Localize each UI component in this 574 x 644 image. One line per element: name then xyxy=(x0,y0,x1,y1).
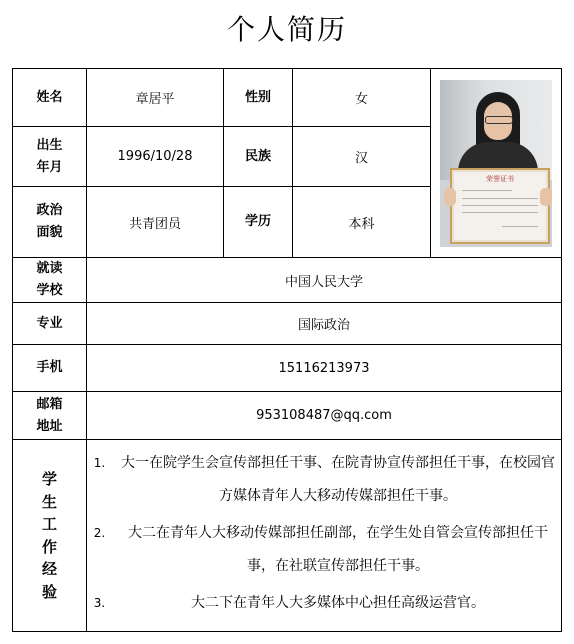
email-value: 953108487@qq.com xyxy=(87,392,562,440)
school-label xyxy=(13,258,87,303)
row-name-gender xyxy=(13,69,562,127)
birth-label-line-1: 出生 xyxy=(36,137,63,153)
ethnic-value: 汉 xyxy=(293,127,431,187)
political-value: 共青团员 xyxy=(87,187,224,258)
page-title: 个人简历 xyxy=(226,13,347,46)
education-value: 本科 xyxy=(293,187,431,258)
work-experience-content xyxy=(87,440,562,632)
ethnic-label: 民族 xyxy=(224,127,293,187)
gender-label: 性别 xyxy=(224,69,293,127)
name-label: 姓名 xyxy=(13,69,87,127)
political-label-line-1: 政治 xyxy=(36,203,63,218)
row-school xyxy=(13,258,562,303)
email-label-line-2: 地址 xyxy=(36,418,63,434)
work-experience-label xyxy=(13,440,87,632)
school-value: 中国人民大学 xyxy=(87,258,562,303)
work-experience-list xyxy=(87,447,561,620)
phone-value: 15116213973 xyxy=(87,345,562,392)
political-label-line-2: 面貌 xyxy=(36,225,63,240)
work-label-char: 学 xyxy=(41,470,57,488)
photo-hand-left xyxy=(444,188,456,206)
email-label-line-1: 邮箱 xyxy=(36,396,63,412)
row-work-experience xyxy=(13,440,562,632)
work-label-char: 验 xyxy=(41,582,57,601)
certificate-line xyxy=(462,190,512,191)
row-major xyxy=(13,303,562,345)
political-label xyxy=(13,187,87,258)
birth-label xyxy=(13,127,87,187)
certificate-line xyxy=(462,212,538,213)
work-label-char: 工 xyxy=(41,515,57,533)
certificate-line xyxy=(502,226,538,227)
school-label-line-1: 就读 xyxy=(36,261,63,276)
certificate-title: 荣誉证书 xyxy=(486,174,514,183)
photo-hand-right xyxy=(540,188,552,206)
list-item: 3. 大二下在青年人大多媒体中心担任高级运营官。 xyxy=(109,587,561,620)
phone-label: 手机 xyxy=(13,345,87,392)
name-value: 章居平 xyxy=(87,69,224,127)
birth-value: 1996/10/28 xyxy=(87,127,224,187)
major-value: 国际政治 xyxy=(87,303,562,345)
list-item: 1. 大一在院学生会宣传部担任干事、在院青协宣传部担任干事，在校园官方媒体青年人大移动传媒部担任干事。 xyxy=(109,447,561,513)
certificate-line xyxy=(462,198,538,199)
school-label-line-2: 学校 xyxy=(36,283,63,298)
profile-photo xyxy=(440,80,552,247)
gender-value: 女 xyxy=(293,69,431,127)
photo-cell xyxy=(431,69,562,258)
certificate-image xyxy=(450,168,550,244)
email-label xyxy=(13,392,87,440)
photo-glasses xyxy=(485,116,513,124)
row-email xyxy=(13,392,562,440)
resume-table xyxy=(12,68,562,632)
row-phone xyxy=(13,345,562,392)
certificate-line xyxy=(462,205,538,206)
work-label-char: 生 xyxy=(41,492,57,511)
work-label-char: 作 xyxy=(41,537,57,556)
major-label: 专业 xyxy=(13,303,87,345)
birth-label-line-2: 年月 xyxy=(36,159,63,175)
list-item: 2. 大二在青年人大移动传媒部担任副部，在学生处自管会宣传部担任干事，在社联宣传部担任干事。 xyxy=(109,517,561,583)
work-label-char: 经 xyxy=(41,560,57,578)
education-label: 学历 xyxy=(224,187,293,258)
